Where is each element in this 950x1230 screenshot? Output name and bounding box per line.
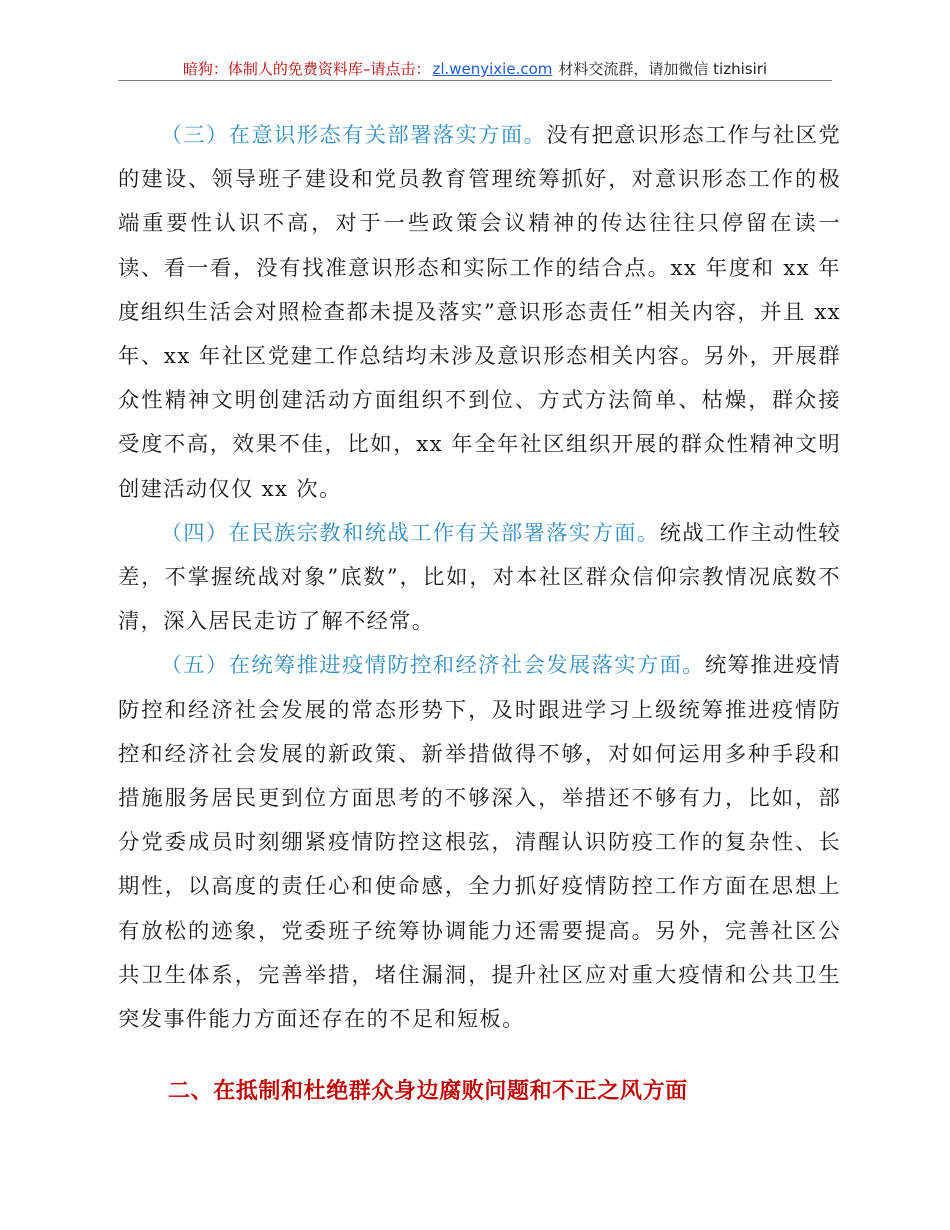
paragraph-heading: （五）在统筹推进疫情防控和经济社会发展落实方面。 [160, 653, 705, 679]
header-site-name: 暗狗：体制人的免费资料库 [182, 60, 363, 78]
paragraph-ideology [118, 114, 841, 512]
header-group-text: 材料交流群，请加微信 tizhisiri [558, 60, 768, 78]
header-divider [118, 80, 832, 81]
paragraph-epidemic [118, 644, 841, 1042]
page-header [118, 58, 832, 80]
paragraph-text: 没有把意识形态工作与社区党的建设、领导班子建设和党员教育管理统筹抓好，对意识形态工作的极端重要性认识不高，对于一些政策会议精神的传达往往只停留在读一读、看一看，没有找准意识形态和实际工作的结合点。xx 年度和 xx 年度组织生活会对照检查都未提及落实”意识形态责任”相关内容，并且 xx 年、xx 年社区党建工作总结均未涉及意识形态相关内容。另外，开展群众性精神文明创建活动方面组织不到位、方式方法简单、枯燥，群众接受度不高，效果不佳，比如，xx 年全年社区组织开展的群众性精神文明创建活动仅仅 xx 次。 [118, 123, 841, 502]
paragraph-heading: （三）在意识形态有关部署落实方面。 [160, 123, 547, 148]
header-link[interactable]: zl.wenyixie.com [432, 60, 553, 78]
paragraph-text: 统战工作主动性较差，不掌握统战对象”底数”，比如，对本社区群众信仰宗教情况底数不清，深入居民走访了解不经常。 [118, 520, 842, 635]
paragraph-text: 统筹推进疫情防控和经济社会发展的常态形势下，及时跟进学习上级统筹推进疫情防控和经济社会发展的新政策、新举措做得不够，对如何运用多种手段和措施服务居民更到位方面思考的不够深入，举措还不够有力，比如，部分党委成员时刻绷紧疫情防控这根弦，清醒认识防疫工作的复杂性、长期性，以高度的责任心和使命感，全力抓好疫情防控工作方面在思想上有放松的迹象，党委班子统筹协调能力还需要提高。另外，完善社区公共卫生体系，完善举措，堵住漏洞，提升社区应对重大疫情和公共卫生突发事件能力方面还存在的不足和短板。 [118, 653, 841, 1033]
document-body [118, 114, 841, 1042]
section-title: 二、在抵制和杜绝群众身边腐败问题和不正之风方面 [168, 1079, 688, 1104]
header-click-prompt: –请点击： [362, 60, 431, 78]
paragraph-united-front [118, 512, 841, 645]
paragraph-heading: （四）在民族宗教和统战工作有关部署落实方面。 [160, 520, 660, 546]
